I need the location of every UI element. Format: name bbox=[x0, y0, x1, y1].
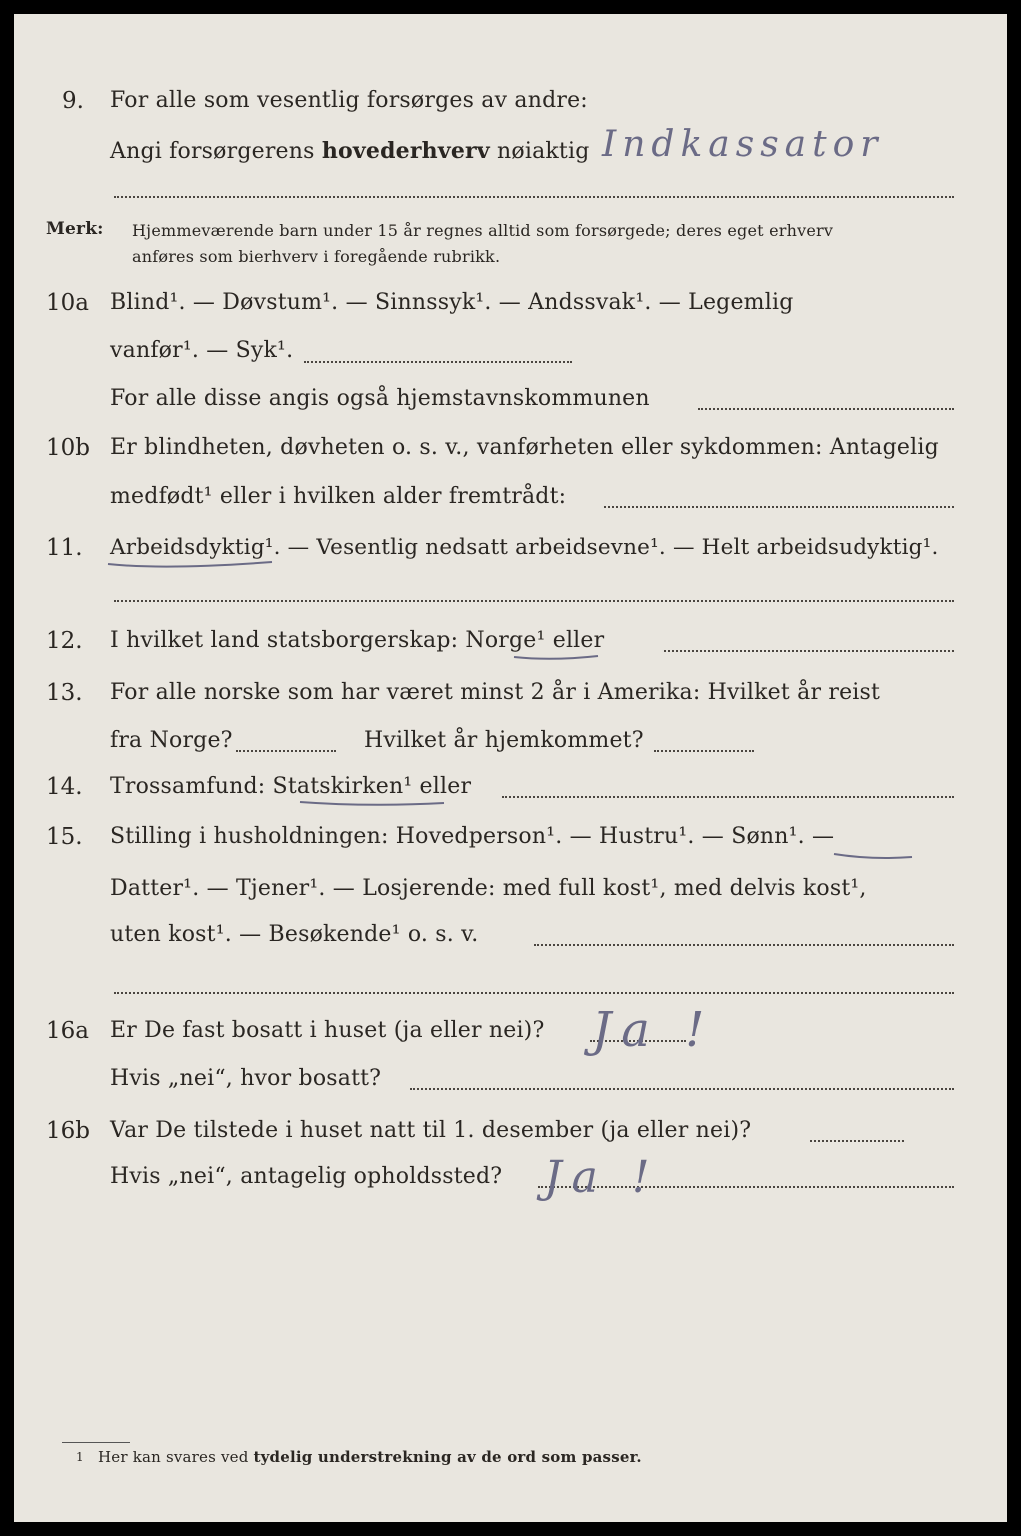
q15-line2: Datter¹. — Tjener¹. — Losjerende: med full kost¹, med delvis kost¹, bbox=[110, 876, 867, 901]
q15-underline-mark bbox=[832, 850, 916, 862]
q9-line2-pre: Angi forsørgerens bbox=[110, 139, 315, 164]
footnote-rule bbox=[62, 1442, 130, 1443]
q15-fill-line bbox=[534, 944, 954, 946]
q16a-handwritten-answer[interactable]: Ja ! bbox=[592, 1002, 715, 1058]
q16b-number: 16b bbox=[46, 1118, 90, 1144]
q10b-fill-line bbox=[604, 506, 954, 508]
footnote-mark: 1 bbox=[76, 1450, 84, 1464]
q10a-line3: For alle disse angis også hjemstavnskommunen bbox=[110, 386, 650, 411]
q14-underline-mark bbox=[298, 798, 448, 808]
q10a-hjemstavn-fill-line bbox=[698, 408, 954, 410]
q10a-line1: Blind¹. — Døvstum¹. — Sinnssyk¹. — Andssvak¹. — Legemlig bbox=[110, 290, 794, 315]
q15-number: 15. bbox=[46, 824, 83, 850]
q11-line1: Arbeidsdyktig¹. — Vesentlig nedsatt arbeidsevne¹. — Helt arbeidsudyktig¹. bbox=[110, 535, 939, 560]
merk-label: Merk: bbox=[46, 219, 104, 239]
q12-number: 12. bbox=[46, 628, 83, 654]
q9-fill-line bbox=[114, 196, 954, 198]
q15-line3: uten kost¹. — Besøkende¹ o. s. v. bbox=[110, 922, 479, 947]
merk-line2: anføres som bierhverv i foregående rubrikk. bbox=[132, 247, 501, 266]
footnote-text-bold: tydelig understrekning av de ord som passer. bbox=[253, 1448, 642, 1466]
merk-line1: Hjemmeværende barn under 15 år regnes alltid som forsørgede; deres eget erhverv bbox=[132, 221, 834, 240]
q13-line2b: Hvilket år hjemkommet? bbox=[364, 728, 644, 753]
q10a-syk-fill-line bbox=[304, 361, 572, 363]
footnote-text bbox=[98, 1448, 642, 1466]
q16a-line2: Hvis „nei“, hvor bosatt? bbox=[110, 1066, 382, 1091]
q10b-number: 10b bbox=[46, 435, 90, 461]
footnote-text-pre: Her kan svares ved bbox=[98, 1448, 249, 1466]
q9-line2-post: nøiaktig bbox=[497, 139, 590, 164]
q9-number: 9. bbox=[62, 88, 84, 114]
census-form-page bbox=[14, 14, 1007, 1522]
q10a-line2: vanfør¹. — Syk¹. bbox=[110, 338, 294, 363]
q14-number: 14. bbox=[46, 774, 83, 800]
q12-fill-line bbox=[664, 650, 954, 652]
q16b-line1: Var De tilstede i huset natt til 1. desember (ja eller nei)? bbox=[110, 1118, 752, 1143]
q12-underline-mark bbox=[512, 652, 602, 662]
q9-line1: For alle som vesentlig forsørges av andre: bbox=[110, 88, 588, 113]
q16b-fill-line bbox=[810, 1140, 904, 1142]
q16b-line2: Hvis „nei“, antagelig opholdssted? bbox=[110, 1164, 503, 1189]
q13-line2a: fra Norge? bbox=[110, 728, 233, 753]
q12-line1: I hvilket land statsborgerskap: Norge¹ eller bbox=[110, 628, 605, 653]
q9-line2 bbox=[110, 138, 589, 164]
q11-fill-line bbox=[114, 600, 954, 602]
q9-handwritten-answer[interactable]: Indkassator bbox=[602, 124, 884, 165]
q13-line1: For alle norske som har været minst 2 år i Amerika: Hvilket år reist bbox=[110, 680, 881, 705]
q14-line1: Trossamfund: Statskirken¹ eller bbox=[110, 774, 472, 799]
q11-underline-mark bbox=[106, 558, 276, 570]
q10a-number: 10a bbox=[46, 290, 89, 316]
q15-line1: Stilling i husholdningen: Hovedperson¹. — Hustru¹. — Sønn¹. — bbox=[110, 824, 835, 849]
q16a-bosatt-fill-line bbox=[410, 1088, 954, 1090]
q13-hjemkommet-fill-line bbox=[654, 750, 754, 752]
q10b-line1: Er blindheten, døvheten o. s. v., vanførheten eller sykdommen: Antagelig bbox=[110, 435, 939, 460]
q10b-line2: medfødt¹ eller i hvilken alder fremtrådt: bbox=[110, 484, 567, 509]
q11-number: 11. bbox=[46, 535, 83, 561]
q13-reist-fill-line bbox=[236, 750, 336, 752]
q14-fill-line bbox=[502, 796, 954, 798]
q16a-number: 16a bbox=[46, 1018, 89, 1044]
q15-extra-fill-line bbox=[114, 992, 954, 994]
q16b-handwritten-answer[interactable]: Ja ! bbox=[544, 1152, 660, 1203]
q13-number: 13. bbox=[46, 680, 83, 706]
q9-line2-bold: hovederhverv bbox=[321, 138, 490, 164]
q16a-line1: Er De fast bosatt i huset (ja eller nei)? bbox=[110, 1018, 545, 1043]
